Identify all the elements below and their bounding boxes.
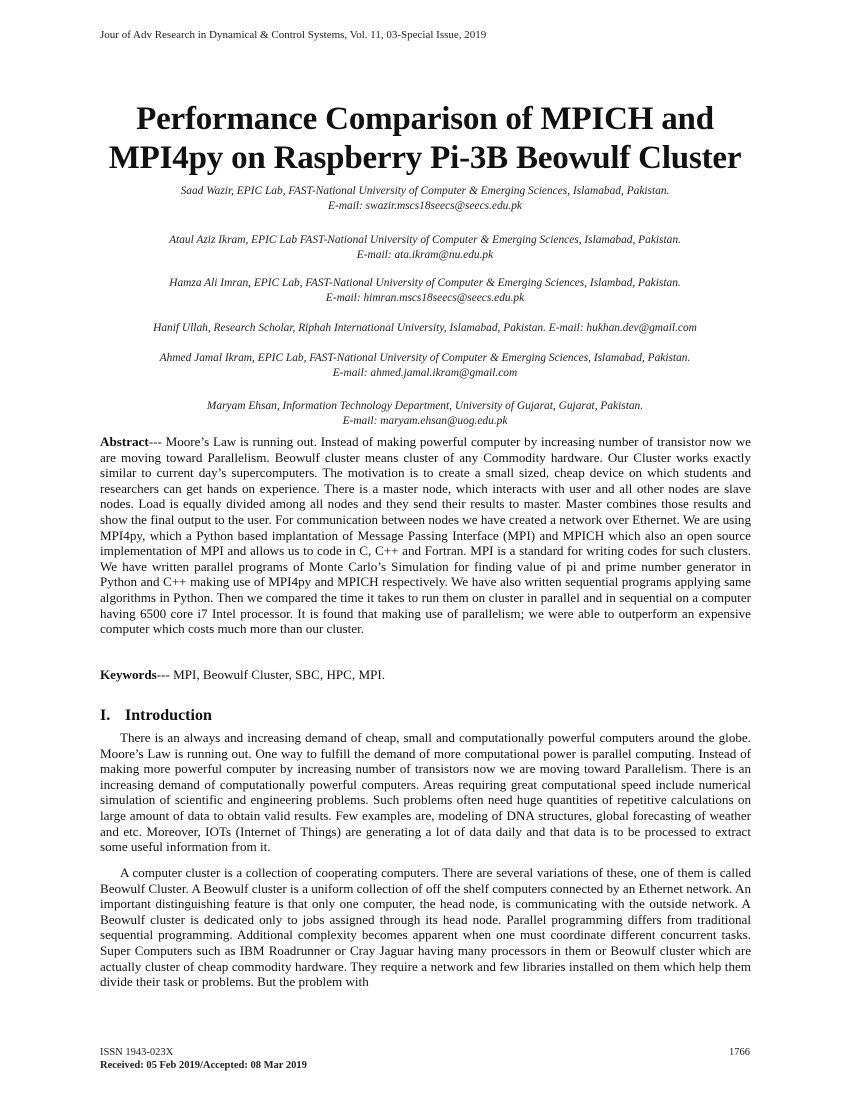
author-affiliation: Saad Wazir, EPIC Lab, FAST-National University of Computer & Emerging Sciences, Islamabad, Pakistan. <box>180 185 670 197</box>
author-affiliation: Maryam Ehsan, Information Technology Department, University of Gujarat, Gujarat, Pakistan. <box>206 400 644 412</box>
author-affiliation: Ataul Aziz Ikram, EPIC Lab FAST-National University of Computer & Emerging Sciences, Islamabad, Pakistan. <box>169 234 681 246</box>
author-email: E-mail: swazir.mscs18seecs@seecs.edu.pk <box>328 200 522 212</box>
author-block <box>60 351 790 381</box>
author-email: E-mail: maryam.ehsan@uog.edu.pk <box>342 415 508 427</box>
author-block <box>60 321 790 336</box>
author-email: E-mail: himran.mscs18seecs@seecs.edu.pk <box>325 292 525 304</box>
footer-info <box>100 1046 307 1072</box>
author-affiliation: Ahmed Jamal Ikram, EPIC Lab, FAST-National University of Computer & Emerging Sciences, Islamabad, Pakistan. <box>159 352 691 364</box>
intro-paragraph-1: There is an always and increasing demand of cheap, small and computationally powerful computers around the globe. Moore’s Law is running out. One way to fulfill the demand of more computational power is parallel computing. Instead of making more powerful computer by increasing number of transistors now we are moving toward Parallelism. There is an increasing demand of computationally powerful computers. Areas requiring great computational speed include numerical simulation of scientific and engineering problems. Such problems often need huge quantities of repetitive calculations on large amount of data to obtain valid results. Few examples are, modeling of DNA structures, global forecasting of weather and etc. Moreover, IOTs (Internet of Things) are generating a lot of data daily and that data is to be processed to extract some useful information from it. <box>100 730 751 855</box>
author-block <box>60 276 790 306</box>
abstract-text: --- Moore’s Law is running out. Instead of making powerful computer by increasing number of transistor now we are moving toward Parallelism. Beowulf cluster means cluster of any Commodity hardware. Our Cluster works exactly similar to current day’s supercomputers. The motivation is to create a small sized, cheap device on which students and researchers can get hands on experience. There is a master node, which interacts with user and all other nodes are slave nodes. Load is equally divided among all nodes and they send their results to master. Master combines those results and show the final output to the user. For communication between nodes we have created a network over Ethernet. We are using MPI4py, which a Python based implantation of Message Passing Interface (MPI) and MPICH which also an open source implementation of MPI and allows us to code in C, C++ and Fortran. MPI is a standard for writing codes for such clusters. We have written parallel programs of Monte Carlo’s Simulation for finding value of pi and prime number generator in Python and C++ making use of MPI4py and MPICH respectively. We have also written sequential programs applying same algorithms in Python. Then we compared the time it takes to run them on cluster in parallel and in sequential on a computer having 6500 core i7 Intel processor. It is found that making use of parallelism; we were able to outperform an expensive computer which costs much more than our cluster. <box>100 434 751 637</box>
author-affiliation: Hanif Ullah, Research Scholar, Riphah International University, Islamabad, Pakistan. E-mail: hukhan.dev@gmail.com <box>153 322 697 334</box>
keywords <box>100 667 751 683</box>
keywords-text: --- MPI, Beowulf Cluster, SBC, HPC, MPI. <box>156 667 386 682</box>
paper-title-line: Performance Comparison of MPICH and <box>136 101 714 137</box>
running-header: Jour of Adv Research in Dynamical & Control Systems, Vol. 11, 03-Special Issue, 2019 <box>100 29 487 41</box>
issn: ISSN 1943-023X <box>100 1047 174 1058</box>
abstract <box>100 434 751 637</box>
paper-title-line: MPI4py on Raspberry Pi-3B Beowulf Cluster <box>108 140 742 176</box>
abstract-label: Abstract <box>100 434 149 449</box>
author-block <box>60 233 790 263</box>
author-affiliation: Hamza Ali Imran, EPIC Lab, FAST-National University of Computer & Emerging Sciences, Islambad, Pakistan. <box>169 277 681 289</box>
author-email: E-mail: ata.ikram@nu.edu.pk <box>356 249 494 261</box>
author-block <box>60 184 790 214</box>
section-title: Introduction <box>125 707 212 724</box>
received-accepted-dates: Received: 05 Feb 2019/Accepted: 08 Mar 2019 <box>100 1060 307 1071</box>
intro-paragraph-2: A computer cluster is a collection of cooperating computers. There are several variations of these, one of them is called Beowulf Cluster. A Beowulf cluster is a uniform collection of off the shelf computers connected by an Ethernet network. An important distinguishing feature is that only one computer, the head node, is communicating with the outside network. A Beowulf cluster is dedicated only to jobs assigned through its head node. Parallel programming differs from traditional sequential programming. Additional complexity becomes apparent when one must coordinate different concurrent tasks. Super Computers such as IBM Roadrunner or Cray Jaguar having many processors in them or Beowulf cluster which are actually cluster of cheap commodity hardware. They require a network and few libraries installed on them which help them divide their task or problems. But the problem with <box>100 865 751 990</box>
page-number: 1766 <box>729 1047 750 1058</box>
section-heading-introduction <box>100 706 212 726</box>
author-email: E-mail: ahmed.jamal.ikram@gmail.com <box>332 367 518 379</box>
paper-title <box>60 100 790 178</box>
keywords-label: Keywords <box>100 667 157 682</box>
section-number: I. <box>100 707 111 724</box>
author-block <box>60 399 790 429</box>
